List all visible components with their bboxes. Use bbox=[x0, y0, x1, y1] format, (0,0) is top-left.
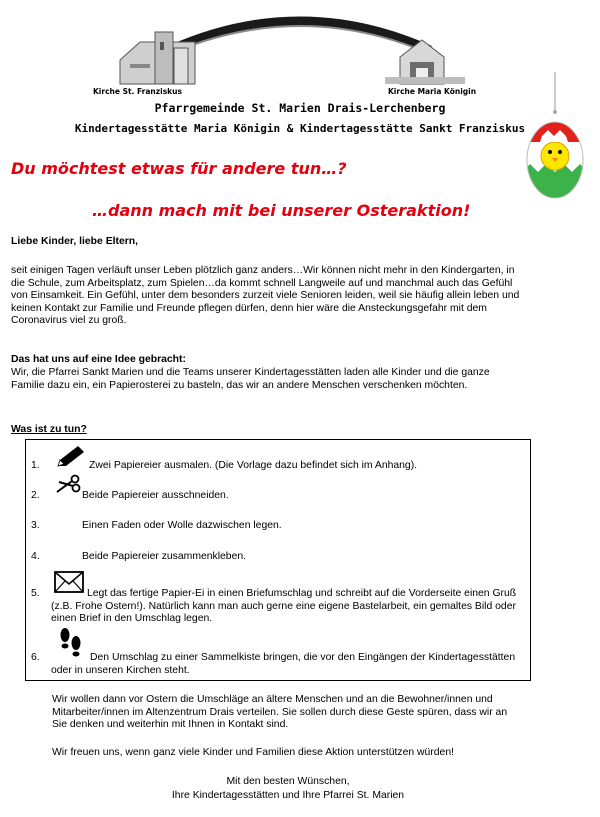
idea-heading: Das hat uns auf eine Idee gebracht: bbox=[11, 354, 186, 365]
headline-2: …dann mach mit bei unserer Osteraktion! bbox=[92, 201, 471, 220]
step-1-number: 1. bbox=[31, 460, 40, 471]
parish-name: Pfarrgemeinde St. Marien Drais-Lerchenberg bbox=[154, 101, 446, 115]
step-2-text: Beide Papiereier ausschneiden. bbox=[82, 490, 229, 501]
step-3-number: 3. bbox=[31, 520, 40, 531]
church-left-label: Kirche St. Franziskus bbox=[93, 87, 182, 96]
step-5-text: Legt das fertige Papier-Ei in einen Briefumschlag und schreibt auf die Vorderseite einen Gruß (z.B. Frohe Ostern!). Natürlich kann man auch gerne eine eigene Bastelarbeit, ein gemaltes Bild oder einen Brief in den Umschlag legen. bbox=[51, 588, 517, 625]
intro-paragraph: seit einigen Tagen verläuft unser Leben plötzlich ganz anders…Wir können nicht mehr in den Kindergarten, in die Schule, zum Arbeitsplatz, zum Spielen…da kommt schnell Langweile auf und manchmal auch das Gefühl von Einsamkeit. Ein Gefühl, unter dem besonders zurzeit viele Senioren leiden, weil sie häufig allein leben und keinen Kontakt zur Familie und Freunde pflegen dürfen, denn hier wäre die Ansteckungsgefahr mit dem Coronavirus viel zu groß. bbox=[11, 265, 520, 327]
step-3-text: Einen Faden oder Wolle dazwischen legen. bbox=[82, 520, 282, 531]
step-1-text: Zwei Papiereier ausmalen. (Die Vorlage dazu befindet sich im Anhang). bbox=[89, 460, 418, 471]
easter-egg-chick-icon bbox=[522, 72, 588, 202]
idea-paragraph: Wir, die Pfarrei Sankt Marien und die Teams unserer Kindertagesstätten laden alle Kinder und die ganze Familie dazu ein, ein Papierosterei zu basteln, das wir an andere Menschen verschenken möchten. bbox=[11, 367, 490, 391]
signoff-line-1: Mit den besten Wünschen, bbox=[226, 776, 350, 787]
todo-heading: Was ist zu tun? bbox=[11, 424, 87, 435]
closing-thanks: Wir freuen uns, wenn ganz viele Kinder und Familien diese Aktion unterstützen würden! bbox=[52, 747, 454, 758]
closing-paragraph: Wir wollen dann vor Ostern die Umschläge an ältere Menschen und an die Bewohner/innen und Mitarbeiter/innen im Altenzentrum Drais verteilen. Sie sollen durch diese Geste spüren, dass wir an Sie denken und weiterhin mit Ihnen in Kontakt sind. bbox=[52, 694, 508, 731]
signoff-line-2: Ihre Kindertagesstätten und Ihre Pfarrei St. Marien bbox=[171, 790, 405, 801]
headline-1: Du möchtest etwas für andere tun…? bbox=[11, 159, 347, 178]
greeting: Liebe Kinder, liebe Eltern, bbox=[11, 236, 139, 247]
church-right-label: Kirche Maria Königin bbox=[388, 87, 477, 96]
churches-bridge-logo bbox=[100, 2, 500, 88]
scissors-icon bbox=[55, 474, 81, 498]
step-6-text: Den Umschlag zu einer Sammelkiste bringen, die vor den Eingängen der Kindertagesstätten oder in unseren Kirchen steht. bbox=[51, 652, 516, 676]
pencil-icon bbox=[54, 444, 86, 470]
kitas-name: Kindertagesstätte Maria Königin & Kindertagesstätte Sankt Franziskus bbox=[74, 122, 526, 135]
step-6-number: 6. bbox=[31, 652, 40, 663]
step-4-text: Beide Papiereier zusammenkleben. bbox=[82, 551, 247, 562]
step-4-number: 4. bbox=[31, 551, 40, 562]
step-5-number: 5. bbox=[31, 588, 40, 599]
church-maria-koenigin bbox=[385, 40, 465, 84]
step-2-number: 2. bbox=[31, 490, 40, 501]
